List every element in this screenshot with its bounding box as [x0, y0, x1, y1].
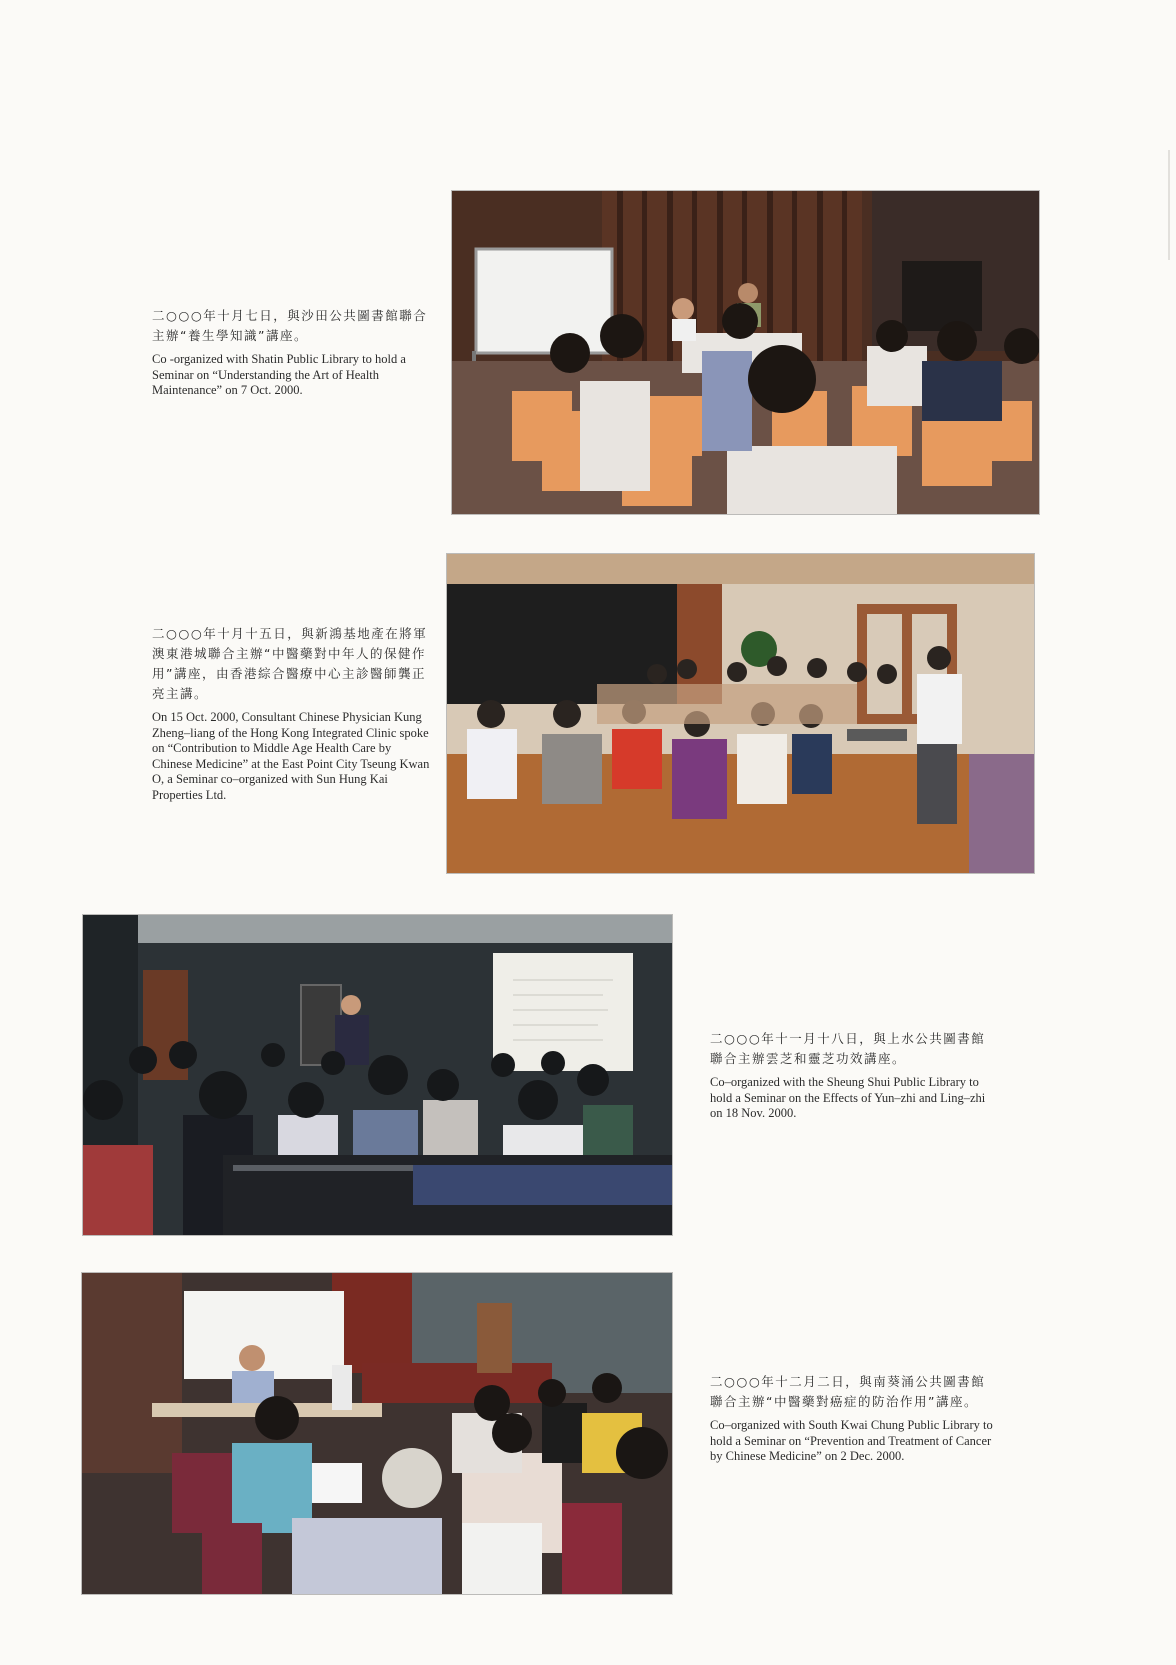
photo-seminar-sheung-shui [83, 915, 672, 1235]
caption-2-english: On 15 Oct. 2000, Consultant Chinese Physician Kung Zheng–liang of the Hong Kong Integrated Clinic spoke on “Contribution to Middle Age Health Care by Chinese Medicine” at the East Point City Tseung Kwan O, a Seminar co–organized with Sun Hung Kai Properties Ltd. [152, 710, 430, 802]
caption-4 [710, 1372, 994, 1465]
caption-1 [152, 306, 434, 399]
caption-3-chinese: 二○○○年十一月十八日，與上水公共圖書館聯合主辦雲芝和靈芝功效講座。 [710, 1031, 986, 1066]
photo-seminar-shatin [452, 191, 1039, 514]
photo-seminar-south-kwai-chung [82, 1273, 672, 1594]
caption-3 [710, 1029, 994, 1122]
caption-4-chinese: 二○○○年十二月二日，與南葵涌公共圖書館聯合主辦“中醫藥對癌症的防治作用”講座。 [710, 1374, 986, 1409]
caption-3-english: Co–organized with the Sheung Shui Public Library to hold a Seminar on the Effects of Yun–zhi and Ling–zhi on 18 Nov. 2000. [710, 1075, 986, 1120]
scan-edge-mark [1168, 150, 1170, 260]
caption-2-chinese: 二○○○年十月十五日，與新鴻基地產在將軍澳東港城聯合主辦“中醫藥對中年人的保健作用”講座，由香港綜合醫療中心主診醫師龔正亮主講。 [152, 626, 428, 701]
caption-4-english: Co–organized with South Kwai Chung Public Library to hold a Seminar on “Prevention and Treatment of Cancer by Chinese Medicine” on 2 Dec. 2000. [710, 1418, 993, 1463]
caption-1-chinese: 二○○○年十月七日，與沙田公共圖書館聯合主辦“養生學知識”講座。 [152, 308, 428, 343]
caption-1-english: Co -organized with Shatin Public Library to hold a Seminar on “Understanding the Art of Health Maintenance” on 7 Oct. 2000. [152, 352, 406, 397]
photo-seminar-east-point-city [447, 554, 1034, 873]
caption-2 [152, 624, 434, 803]
